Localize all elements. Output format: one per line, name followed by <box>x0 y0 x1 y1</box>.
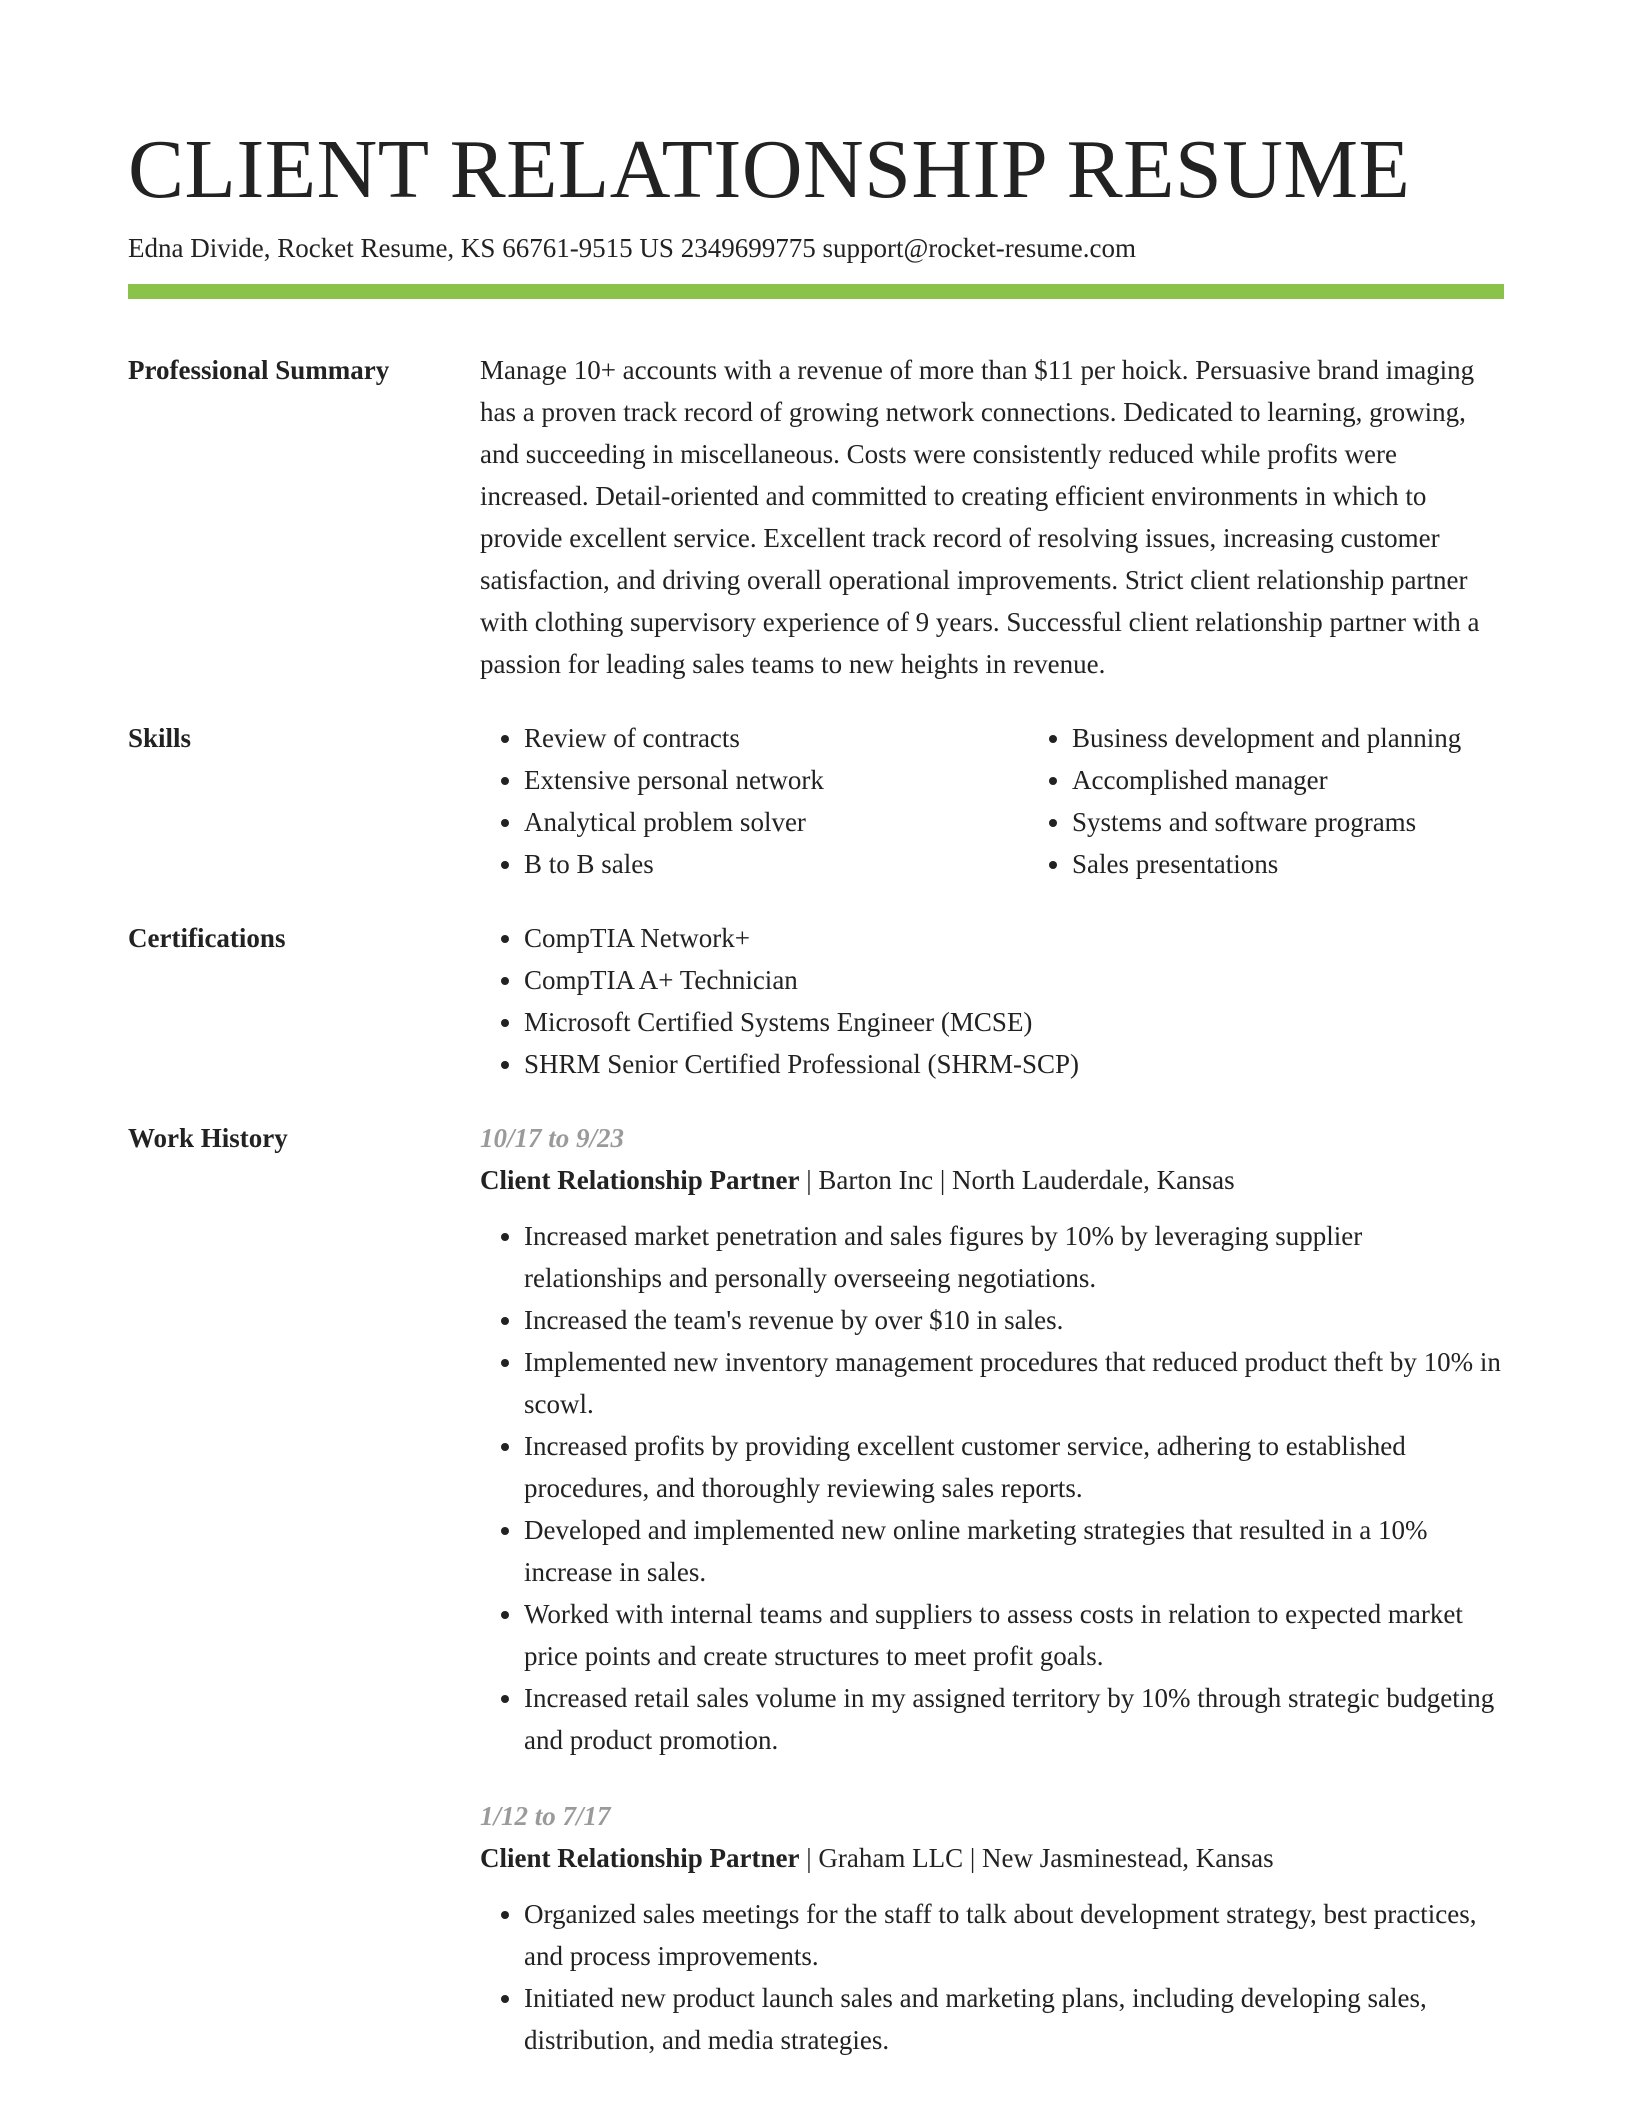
summary-text: Manage 10+ accounts with a revenue of more than $11 per hoick. Persuasive brand imaging has a proven track record of growing network connections. Dedicated to learning, growing, and succeeding in miscellaneous. Costs were consistently reduced while profits were increased. Detail-oriented and committed to creating efficient environments in which to provide excellent service. Excellent track record of resolving issues, increasing customer satisfaction, and driving overall operational improvements. Strict client relationship partner with clothing supervisory experience of 9 years. Successful client relationship partner with a passion for leading sales teams to new heights in revenue. <box>480 355 1480 679</box>
job-bullet: • Worked with internal teams and suppliers to assess costs in relation to expected market price points and create structures to meet profit goals. <box>524 1593 1504 1677</box>
certification-item: • CompTIA A+ Technician <box>524 959 1504 1001</box>
job-bullet: • Initiated new product launch sales and marketing plans, including developing sales, distribution, and media strategies. <box>524 1977 1504 2061</box>
job-title: Client Relationship Partner <box>480 1165 800 1195</box>
skill-item: • B to B sales <box>524 843 1028 885</box>
resume-page <box>128 122 1504 2061</box>
work-history-body <box>480 1117 1504 2061</box>
skills-columns <box>480 717 1576 885</box>
section-skills <box>128 717 1504 885</box>
job-company-location: | Graham LLC | New Jasminestead, Kansas <box>799 1843 1274 1873</box>
job-bullet: • Developed and implemented new online marketing strategies that resulted in a 10% increase in sales. <box>524 1509 1504 1593</box>
skill-item: • Accomplished manager <box>1072 759 1576 801</box>
certification-item: • CompTIA Network+ <box>524 917 1504 959</box>
section-label: Professional Summary <box>128 355 390 385</box>
job-bullet: • Increased the team's revenue by over $10 in sales. <box>524 1299 1504 1341</box>
job-bullet-list <box>480 1215 1504 1761</box>
section-work-history <box>128 1117 1504 2061</box>
job-entry <box>480 1795 1504 2061</box>
job-bullet: • Increased market penetration and sales figures by 10% by leveraging supplier relationships and personally overseeing negotiations. <box>524 1215 1504 1299</box>
job-bullet: • Increased retail sales volume in my assigned territory by 10% through strategic budgeting and product promotion. <box>524 1677 1504 1761</box>
certification-item: • Microsoft Certified Systems Engineer (MCSE) <box>524 1001 1504 1043</box>
skill-item: • Analytical problem solver <box>524 801 1028 843</box>
job-company-location: | Barton Inc | North Lauderdale, Kansas <box>799 1165 1235 1195</box>
skill-item: • Review of contracts <box>524 717 1028 759</box>
contact-line: Edna Divide, Rocket Resume, KS 66761-9515 US 2349699775 support@rocket-resume.com <box>128 233 1136 263</box>
job-heading <box>480 1159 1504 1201</box>
accent-divider <box>128 284 1504 299</box>
job-bullet: • Implemented new inventory management procedures that reduced product theft by 10% in scowl. <box>524 1341 1504 1425</box>
skill-item: • Business development and planning <box>1072 717 1576 759</box>
skill-item: • Sales presentations <box>1072 843 1576 885</box>
job-bullet: • Increased profits by providing excellent customer service, adhering to established procedures, and thoroughly reviewing sales reports. <box>524 1425 1504 1509</box>
certifications-body <box>480 917 1504 1085</box>
section-certifications <box>128 917 1504 1085</box>
job-entry <box>480 1117 1504 1761</box>
section-label: Certifications <box>128 923 286 953</box>
resume-title: CLIENT RELATIONSHIP RESUME <box>128 123 1411 216</box>
skill-item: • Systems and software programs <box>1072 801 1576 843</box>
job-title: Client Relationship Partner <box>480 1843 800 1873</box>
job-heading <box>480 1837 1504 1879</box>
section-label: Work History <box>128 1123 288 1153</box>
section-label: Skills <box>128 723 192 753</box>
section-professional-summary <box>128 349 1504 685</box>
certifications-list <box>480 917 1504 1085</box>
skills-list-right <box>1028 717 1576 885</box>
job-bullet: • Organized sales meetings for the staff to talk about development strategy, best practices, and process improvements. <box>524 1893 1504 1977</box>
job-bullet-list <box>480 1893 1504 2061</box>
skill-item: • Extensive personal network <box>524 759 1028 801</box>
job-date: 1/12 to 7/17 <box>480 1801 611 1831</box>
certification-item: • SHRM Senior Certified Professional (SHRM-SCP) <box>524 1043 1504 1085</box>
skills-list-left <box>480 717 1028 885</box>
job-date: 10/17 to 9/23 <box>480 1123 625 1153</box>
